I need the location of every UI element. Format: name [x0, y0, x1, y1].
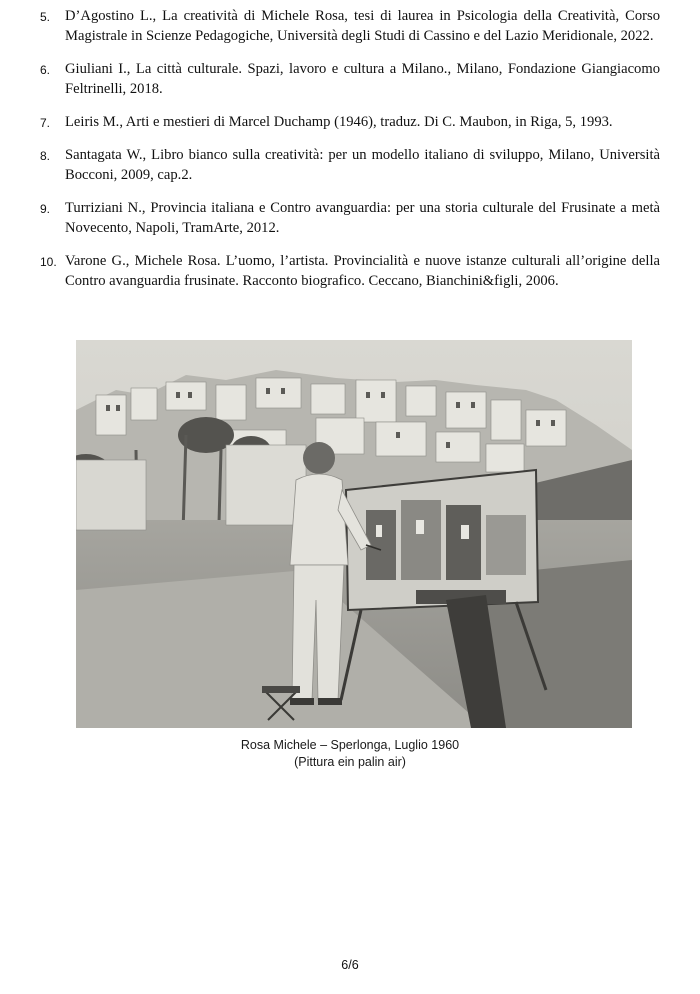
reference-number: 7.	[40, 116, 51, 130]
reference-text: D’Agostino L., La creatività di Michele Rosa, tesi di laurea in Psicologia della Creatività, Corso Magistrale in Scienze Pedagogiche, Università degli Studi di Cassino e del Lazio Meridionale, 2022.	[65, 8, 660, 44]
reference-number: 10.	[40, 255, 57, 269]
reference-number: 8.	[40, 149, 51, 163]
reference-item	[40, 251, 660, 291]
reference-text: Leiris M., Arti e mestieri di Marcel Duchamp (1946), traduz. Di C. Maubon, in Riga, 5, 1993.	[65, 114, 613, 130]
reference-item	[40, 145, 660, 185]
reference-item	[40, 59, 660, 99]
reference-number: 5.	[40, 10, 51, 24]
reference-text: Varone G., Michele Rosa. L’uomo, l’artista. Provincialità e nuove istanze culturali all’origine della Contro avanguardia frusinate. Racconto biografico. Ceccano, Bianchini&figli, 2006.	[65, 253, 660, 289]
page-number: 6/6	[341, 958, 359, 972]
reference-number: 9.	[40, 202, 51, 216]
reference-number: 6.	[40, 63, 51, 77]
reference-item	[40, 198, 660, 238]
reference-item	[40, 112, 660, 132]
reference-text: Santagata W., Libro bianco sulla creatività: per un modello italiano di sviluppo, Milano, Università Bocconi, 2009, cap.2.	[65, 147, 660, 183]
photo-caption-title: Rosa Michele – Sperlonga, Luglio 1960	[240, 738, 460, 752]
photograph-illustration	[76, 340, 632, 728]
reference-text: Giuliani I., La città culturale. Spazi, lavoro e cultura a Milano., Milano, Fondazione Giangiacomo Feltrinelli, 2018.	[65, 61, 660, 97]
photograph-painter-at-easel	[76, 340, 632, 728]
reference-item	[40, 6, 660, 46]
reference-list	[40, 6, 660, 304]
reference-text: Turriziani N., Provincia italiana e Contro avanguardia: per una storia culturale del Frusinate a metà Novecento, Napoli, TramArte, 2012.	[65, 200, 660, 236]
photo-caption-subtitle: (Pittura ein palin air)	[294, 755, 406, 769]
